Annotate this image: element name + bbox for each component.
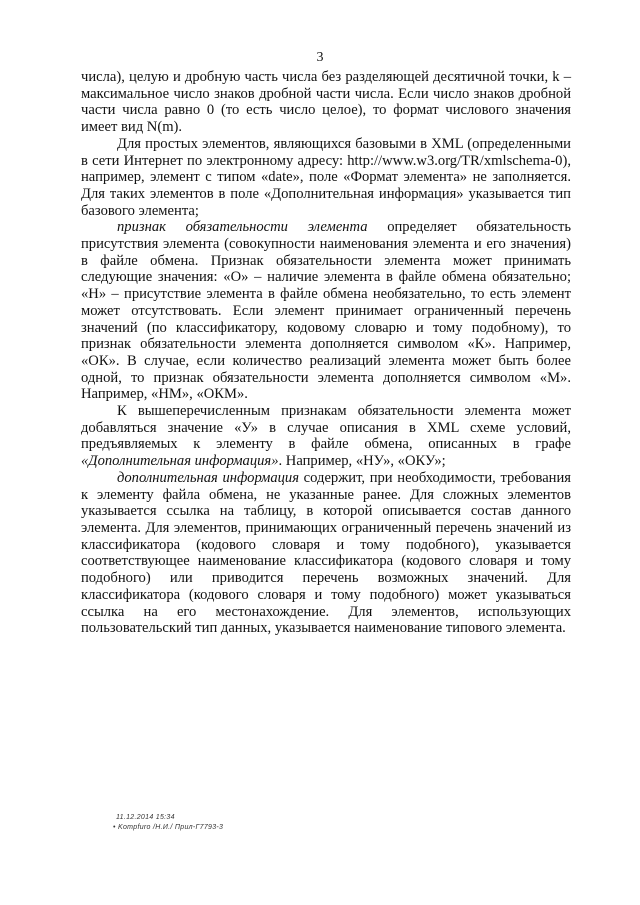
document-body	[81, 69, 571, 637]
paragraph-mandatory-flag	[81, 219, 571, 403]
paragraph-mandatory-flag-text: определяет обязательность присутствия элемента (совокупности наименования элемента и его значения) в файле обмена. Признак обязательности элемента может принимать следующие значения: «О» – наличие элемента в файле обмена обязательно; «Н» – присутствие элемента в файле обмена необязательно, то есть элемент может отсутствовать. Если элемент принимает ограниченный перечень значений (по классификатору, кодовому словарю и тому подобному), то признак обязательности элемента дополняется символом «К». Например, «ОК». В случае, если количество реализаций элемента может быть более одной, то признак обязательности элемента дополняется символом «М». Например, «НМ», «ОКМ».	[81, 219, 571, 403]
print-stamp-reference: • Kompfuro /Н.И./ Прил-Г7793-3	[113, 824, 224, 831]
term-additional-info-column: «Дополнительная информация»	[81, 453, 279, 470]
print-stamp-date: 11.12.2014 15:34	[116, 814, 175, 821]
paragraph-additional-info-text: содержит, при необходимости, требования к элементу файла обмена, не указанные ранее. Для сложных элементов указывается ссылка на таблицу, в которой описывается состав данного элемента. Для элементов, принимающих ограниченный перечень значений из классификатора (кодового словаря и тому подобного), указывается соответствующее наименование классификатора (кодового словаря и тому подобного) или приводится перечень возможных значений. Для классификатора (кодового словаря и тому подобного) может указываться ссылка на его местонахождение. Для элементов, использующих пользовательский тип данных, указывается наименование типового элемента.	[81, 469, 572, 637]
page-number: 3	[316, 50, 324, 65]
paragraph-number-format: числа), целую и дробную часть числа без разделяющей десятичной точки, k – максимальное число знаков дробной части числа. Если число знаков дробной части числа равно 0 (то есть число целое), то формат числового значения имеет вид N(m).	[81, 69, 571, 136]
paragraph-condition-flag	[81, 403, 571, 470]
paragraph-xml-base-elements: Для простых элементов, являющихся базовыми в XML (определенными в сети Интернет по электронному адресу: http://www.w3.org/TR/xmlschema-0), например, элемент с типом «date», поле «Формат элемента» не заполняется. Для таких элементов в поле «Дополнительная информация» указывается тип базового элемента;	[81, 135, 571, 219]
term-additional-info: дополнительная информация	[117, 469, 300, 486]
paragraph-additional-info	[81, 470, 571, 637]
paragraph-condition-flag-text: К вышеперечисленным признакам обязательности элемента может добавляться значение «У» в случае описания в XML схеме условий, предъявляемых к элементу в файле обмена, описанных в графе	[81, 403, 571, 453]
term-mandatory-flag: признак обязательности элемента	[117, 219, 368, 236]
paragraph-condition-flag-tail: . Например, «НУ», «ОКУ»;	[278, 453, 446, 470]
